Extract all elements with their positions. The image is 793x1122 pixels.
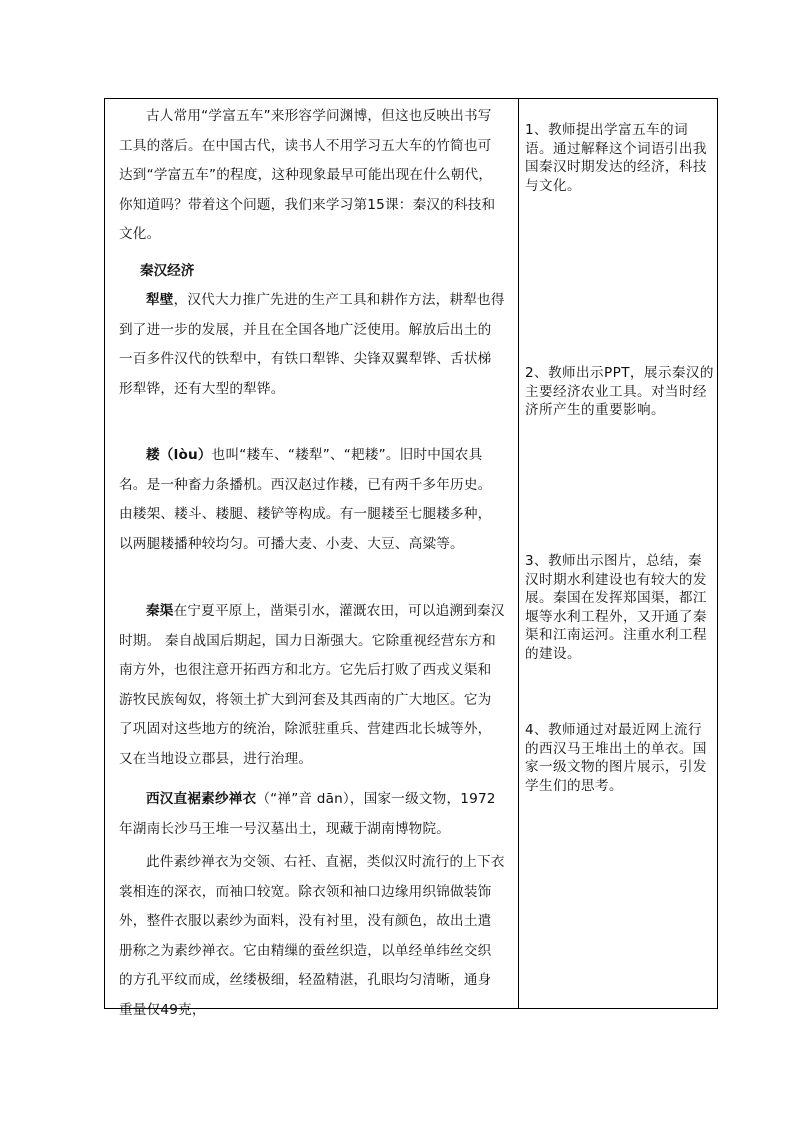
qinqu-text: 在宁夏平原上，凿渠引水，灌溉农田，可以追溯到秦汉时期。 秦自战国后期起，国力日渐强大。它除重视经营东方和南方外，也很注意开拓西方和北方。它先后打败了西戎义渠和游牧民族匈奴，将领土扩大到河套及其西南的广大地区。它为了巩固对这些地方的统治，除派驻重兵、营建西北长城等外，又在当地设立郡县，进行治理。 bbox=[119, 603, 505, 767]
garment-paragraph bbox=[119, 785, 505, 844]
garment-description: 此件素纱禅衣为交领、右衽、直裾，类似汉时流行的上下衣裳相连的深衣，而袖口较宽。除衣领和袖口边缘用织锦做装饰外，整件衣服以素纱为面料，没有衬里，没有颜色，故出土遣册称之为素纱禅衣。它由精缫的蚕丝织造，以单经单纬丝交织的方孔平纹而成，丝缕极细，轻盈精湛，孔眼均匀清晰，通身重量仅49克， bbox=[119, 854, 505, 1018]
economy-heading: 秦汉经济 bbox=[140, 263, 195, 279]
garment-term: 西汉直裾素纱禅衣 bbox=[146, 791, 257, 807]
lou-term: 耧（lòu） bbox=[146, 447, 212, 463]
content-column bbox=[105, 99, 518, 1018]
notes-column bbox=[519, 99, 717, 1008]
lesson-plan-table bbox=[104, 98, 718, 1018]
qinqu-term: 秦渠 bbox=[146, 603, 174, 619]
lou-paragraph bbox=[119, 441, 505, 559]
teacher-note-2: 2、教师出示PPT，展示秦汉的主要经济农业工具。对当时经济所产生的重要影响。 bbox=[525, 365, 714, 418]
plow-term: 犁壁 bbox=[146, 292, 174, 308]
garment-text: （“禅”音 dān），国家一级文物，1972年湖南长沙马王堆一号汉墓出土，现藏于湖南博物院。 bbox=[119, 791, 496, 837]
teacher-note-4: 4、教师通过对最近网上流行的西汉马王堆出土的单衣。国家一级文物的图片展示，引发学生们的思考。 bbox=[525, 722, 707, 794]
plow-text: ，汉代大力推广先进的生产工具和耕作方法，耕犁也得到了进一步的发展，并且在全国各地广泛使用。解放后出土的一百多件汉代的铁犁中，有铁口犁铧、尖锋双翼犁铧、舌状梯形犁铧，还有大型的犁铧。 bbox=[119, 292, 505, 397]
plow-paragraph bbox=[119, 286, 505, 404]
intro-paragraph: 古人常用“学富五车”来形容学问渊博，但这也反映出书写工具的落后。在中国古代，读书人不用学习五大车的竹简也可达到“学富五车”的程度，这种现象最早可能出现在什么朝代，你知道吗？带着这个问题，我们来学习第15课：秦汉的科技和文化。 bbox=[119, 108, 496, 242]
lou-text: 也叫“耧车、“耧犁”、“耙耧”。旧时中国农具名。是一种畜力条播机。西汉赵过作耧，已有两千多年历史。由耧架、耧斗、耧腿、耧铲等构成。有一腿耧至七腿耧多种，以两腿耧播种较均匀。可播大麦、小麦、大豆、高粱等。 bbox=[119, 447, 492, 552]
teacher-note-3: 3、教师出示图片，总结，秦汉时期水利建设也有较大的发展。秦国在发挥郑国渠，都江堰等水利工程外，又开通了秦渠和江南运河。注重水利工程的建设。 bbox=[525, 553, 707, 662]
qinqu-paragraph bbox=[119, 597, 505, 774]
teacher-note-1: 1、教师提出学富五车的词语。通过解释这个词语引出我国秦汉时期发达的经济，科技与文化。 bbox=[525, 122, 707, 194]
